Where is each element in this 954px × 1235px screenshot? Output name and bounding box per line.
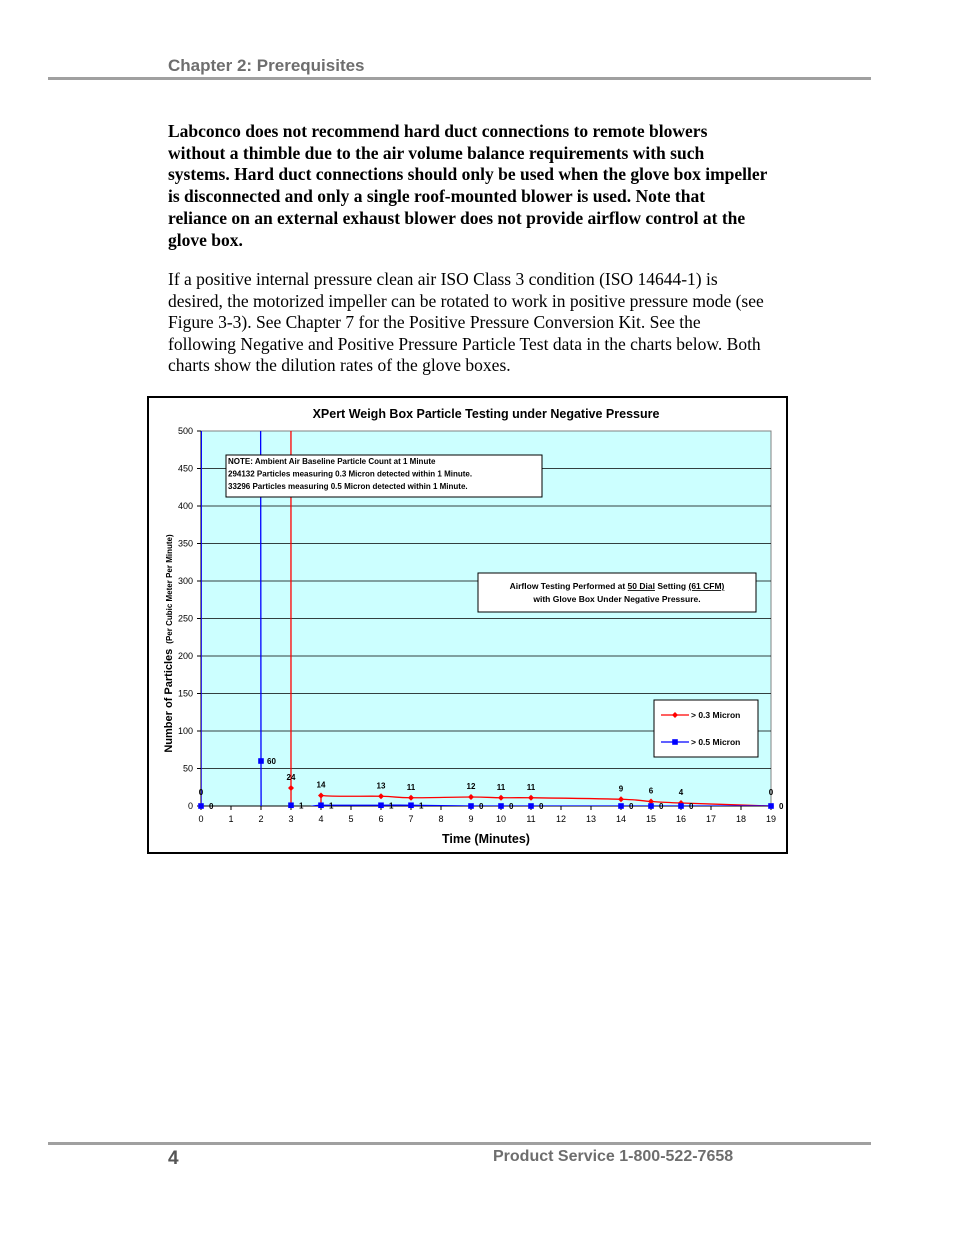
x-axis-label: Time (Minutes)	[442, 832, 530, 846]
y-tick-label: 350	[177, 538, 193, 549]
y-tick-label: 300	[177, 576, 193, 586]
series-0-data-label: 4	[678, 788, 684, 797]
series-1-point	[648, 803, 654, 809]
x-tick-label: 18	[735, 814, 747, 824]
series-1-data-label: 0	[689, 802, 694, 811]
series-1-point	[198, 803, 204, 809]
y-tick-label: 100	[177, 726, 193, 736]
y-axis-label	[163, 534, 175, 753]
body-paragraph: If a positive internal pressure clean air ISO Class 3 condition (ISO 14644-1) is desired, the motorized impeller can be rotated to work in positive pressure mode (see Figure 3-3). See Chapter 7 for the Positive Pressure Conversion Kit. See the following Negative and Positive Pressure Particle Test data in the charts below. Both charts show the dilution rates of the glove boxes.	[168, 269, 764, 375]
series-1-data-label: 1	[389, 801, 394, 811]
x-tick-label: 3	[288, 814, 294, 824]
x-tick-label: 13	[585, 814, 597, 824]
series-1-point	[258, 758, 264, 764]
airflow-airflow_line1_pre: Airflow Testing Performed at	[509, 581, 628, 591]
series-0-data-label: 11	[496, 782, 506, 792]
legend-marker	[672, 739, 678, 745]
product-service: Product Service 1-800-522-7658	[493, 1148, 734, 1165]
series-1-point	[378, 802, 384, 808]
airflow-airflow_line1_cfm: (61 CFM)	[688, 581, 725, 591]
series-0-data-label: 14	[316, 780, 326, 790]
note-line: 33296 Particles measuring 0.5 Micron detected within 1 Minute.	[228, 482, 468, 491]
legend-label: > 0.3 Micron	[691, 710, 741, 720]
series-0-data-label: 0	[768, 788, 774, 797]
x-tick-label: 15	[645, 814, 657, 824]
note-line: NOTE: Ambient Air Baseline Particle Count at 1 Minute	[228, 457, 436, 466]
legend-box	[654, 700, 758, 757]
airflow-airflow_line1_dial: 50 Dial	[627, 581, 655, 591]
y-tick-label: 450	[177, 463, 193, 474]
x-tick-label: 4	[318, 814, 324, 824]
series-1-point	[498, 803, 504, 809]
page-number: 4	[168, 1148, 179, 1169]
y-tick-label: 200	[177, 651, 193, 661]
series-1-data-label: 0	[779, 802, 784, 811]
series-0-data-label: 6	[648, 786, 654, 796]
footer-rule	[48, 1142, 871, 1145]
x-tick-label: 19	[765, 814, 777, 824]
y-tick-label: 50	[182, 763, 193, 774]
series-1-point	[408, 802, 414, 808]
series-1-data-label: 0	[479, 802, 484, 811]
airflow-box	[478, 573, 756, 612]
y-tick-label: 0	[187, 801, 193, 811]
series-1-point	[468, 803, 474, 809]
note-line: 294132 Particles measuring 0.3 Micron detected within 1 Minute.	[228, 469, 473, 479]
y-tick-label: 250	[177, 613, 193, 624]
series-0-data-label: 24	[286, 773, 296, 782]
x-tick-label: 12	[555, 814, 567, 824]
series-1-point	[678, 803, 684, 809]
airflow-line-1	[510, 581, 725, 591]
y-axis-label-main: Number of Particles	[163, 648, 175, 753]
series-0-data-label: 11	[406, 782, 416, 792]
particle-chart	[147, 396, 788, 854]
x-tick-label: 10	[495, 814, 507, 824]
airflow-airflow_line1_mid: Setting	[654, 581, 689, 591]
x-tick-label: 2	[258, 814, 264, 824]
series-1-data-label: 60	[267, 757, 276, 766]
chart-title: XPert Weigh Box Particle Testing under Negative Pressure	[312, 407, 660, 421]
series-1-point	[288, 802, 294, 808]
x-tick-label: 6	[378, 814, 384, 824]
y-axis-label-sub: (Per Cubic Meter Per Minute)	[165, 534, 174, 644]
series-0-data-label: 11	[526, 782, 536, 792]
x-tick-label: 7	[408, 814, 414, 824]
series-1-data-label: 0	[509, 802, 514, 811]
series-0-data-label: 9	[618, 784, 624, 794]
x-tick-label: 1	[228, 814, 234, 824]
x-tick-label: 8	[438, 814, 444, 824]
bold-paragraph: Labconco does not recommend hard duct connections to remote blowers without a thimble due to the air volume balance requirements with such systems. Hard duct connections should only be used when the glove box impeller is disconnected and only a single roof-mounted blower is used. Note that reliance on an external exhaust blower does not provide airflow control at the glove box.	[168, 121, 768, 250]
y-tick-label: 150	[177, 688, 193, 699]
header-rule	[48, 77, 871, 80]
series-0-data-label: 0	[198, 788, 204, 797]
series-1-data-label: 1	[329, 801, 334, 811]
x-tick-label: 17	[705, 814, 717, 824]
legend-label: > 0.5 Micron	[691, 737, 741, 747]
series-1-point	[618, 803, 624, 809]
series-1-point	[768, 803, 774, 809]
series-1-point	[318, 802, 324, 808]
y-tick-label: 500	[177, 426, 193, 436]
series-1-data-label: 1	[419, 801, 424, 811]
series-1-data-label: 1	[299, 801, 304, 811]
x-tick-label: 9	[468, 814, 474, 824]
x-tick-label: 11	[526, 814, 536, 824]
y-tick-label: 400	[177, 501, 193, 511]
x-tick-label: 0	[198, 814, 204, 824]
airflow-line-2: with Glove Box Under Negative Pressure.	[533, 594, 701, 604]
chart-svg	[149, 398, 786, 852]
series-1-point	[528, 803, 534, 809]
chapter-header: Chapter 2: Prerequisites	[168, 56, 365, 75]
series-0-data-label: 13	[376, 781, 386, 791]
series-1-data-label: 0	[659, 802, 664, 811]
x-tick-label: 5	[348, 814, 354, 824]
x-tick-label: 16	[675, 814, 687, 824]
series-0-data-label: 12	[466, 782, 476, 791]
series-1-data-label: 0	[209, 802, 214, 811]
series-1-data-label: 0	[539, 802, 544, 811]
x-tick-label: 14	[615, 814, 627, 824]
series-1-data-label: 0	[629, 802, 634, 811]
